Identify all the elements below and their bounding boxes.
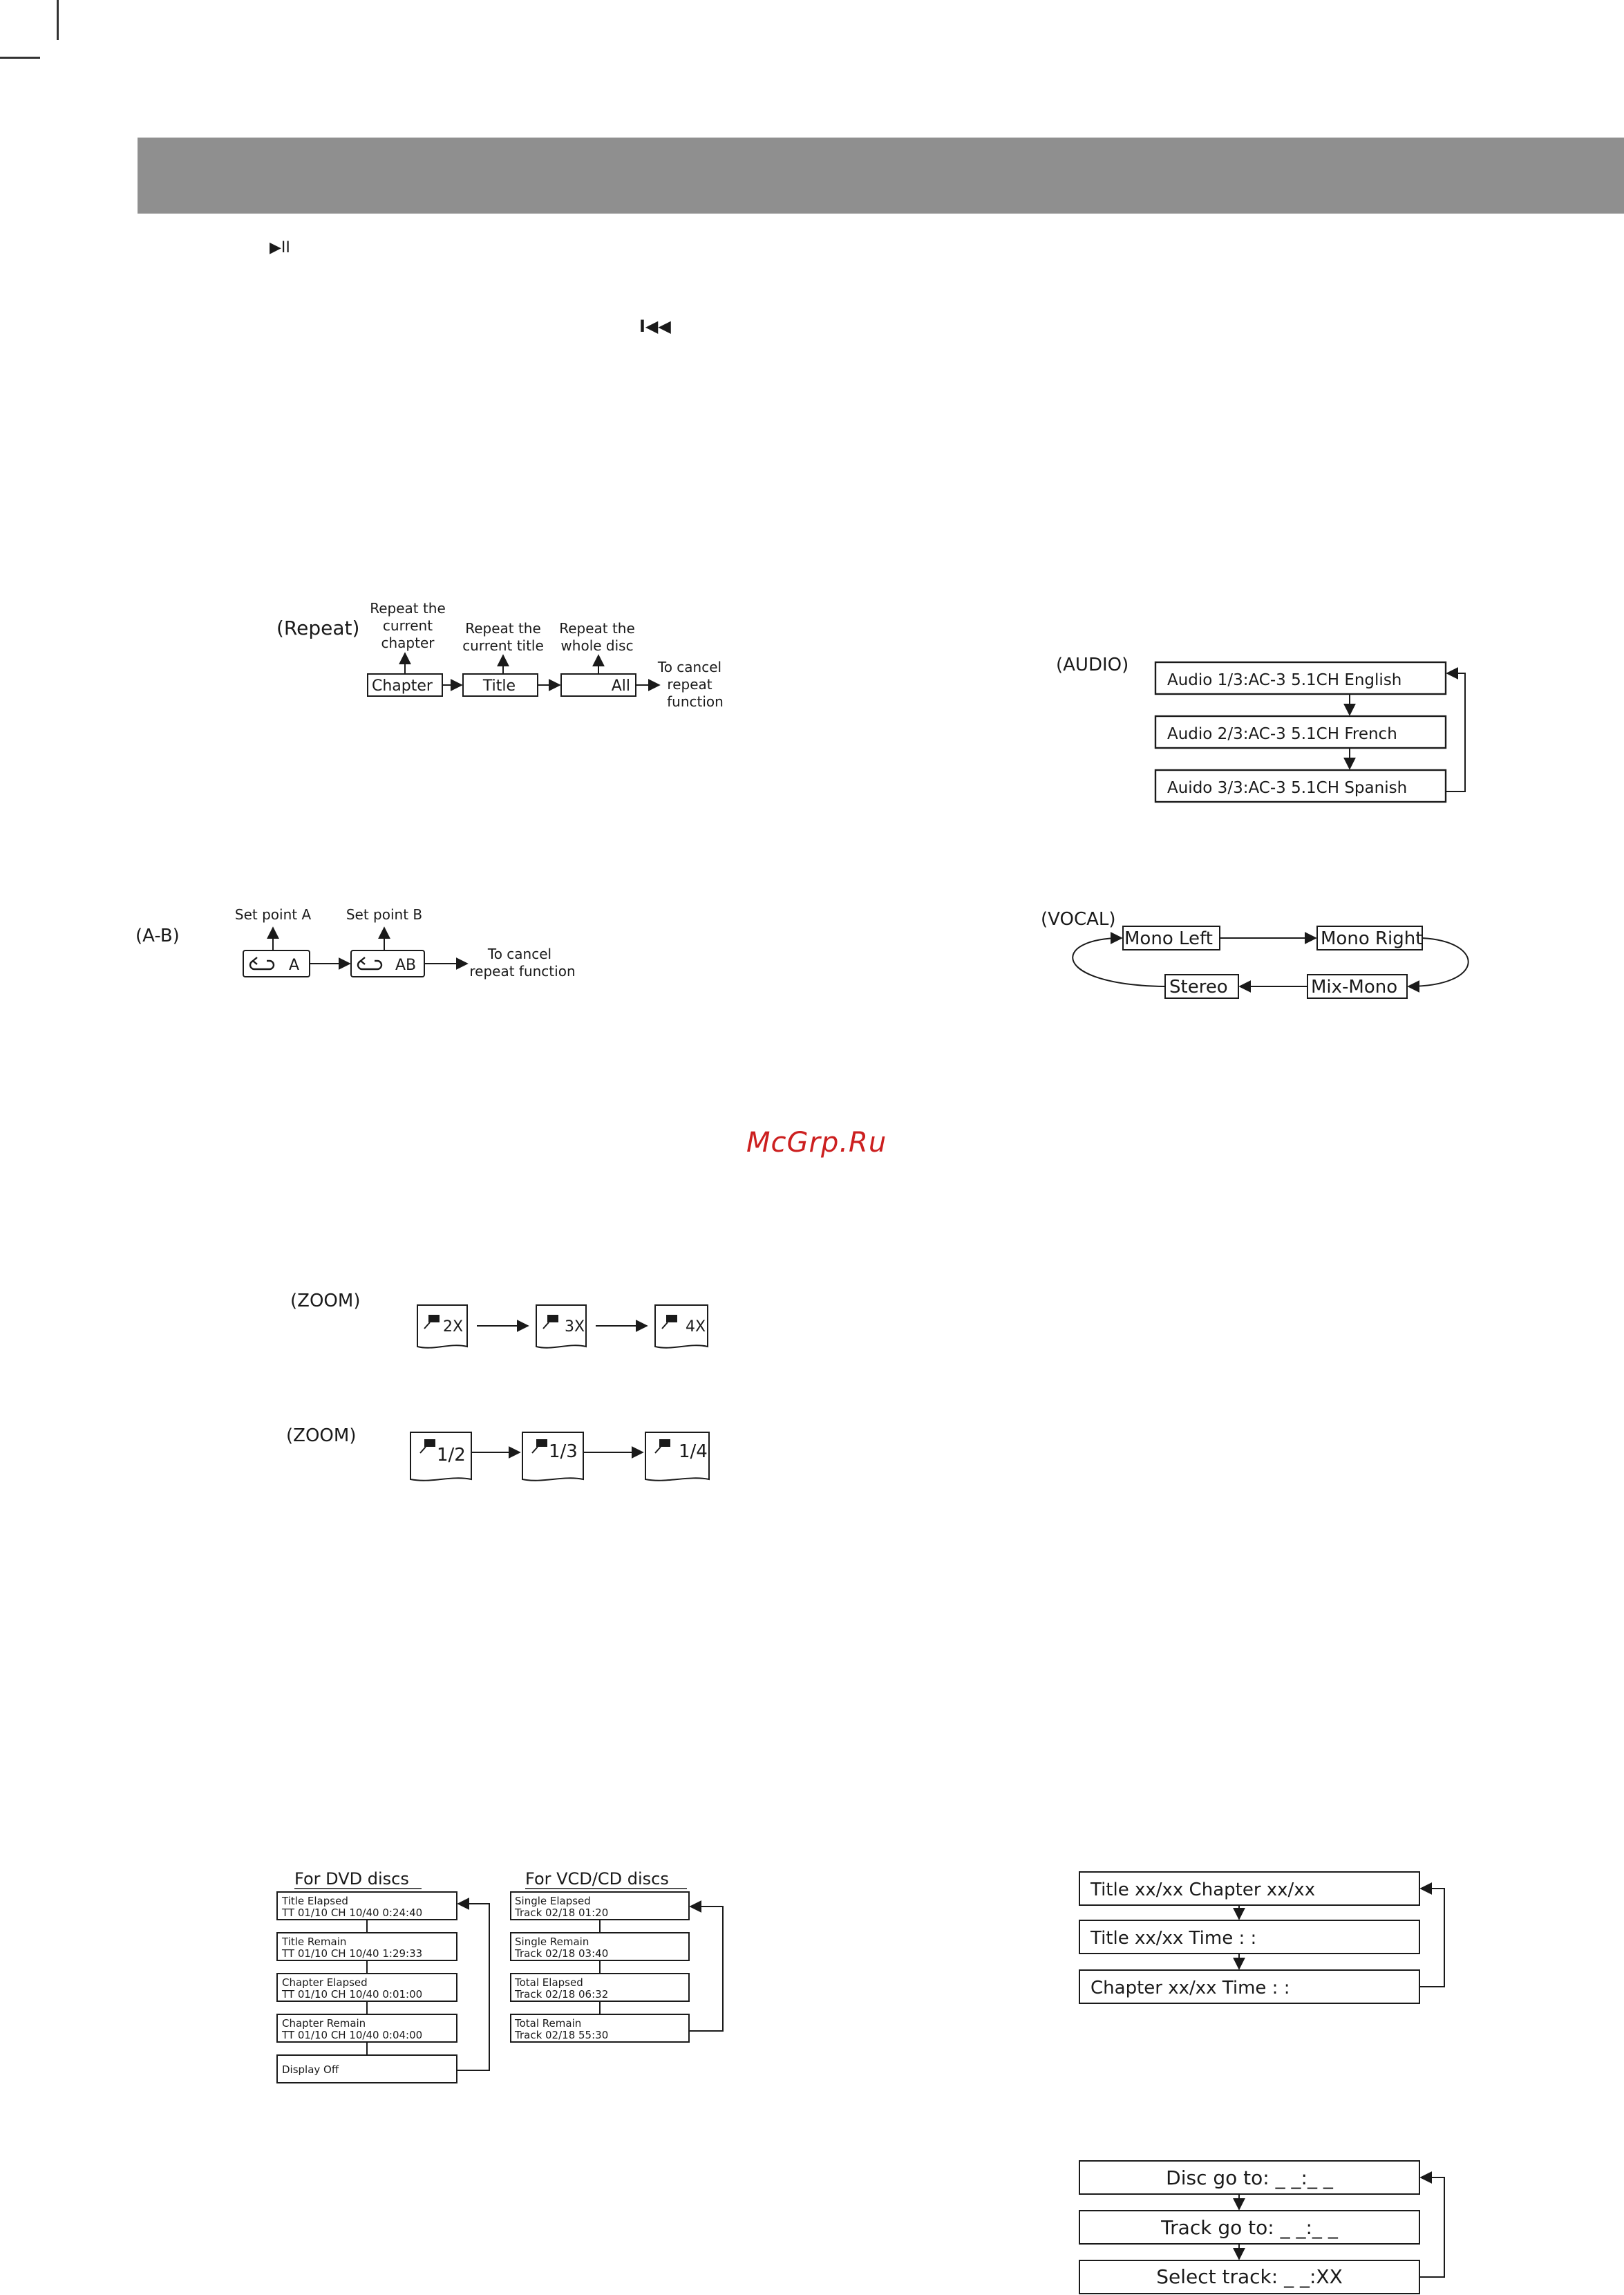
search-item: Title xx/xx Chapter xx/xx <box>1090 1880 1316 1900</box>
dvd-display-diagram <box>277 1869 489 2083</box>
goto-item: Track go to: _ _:_ _ <box>1161 2216 1338 2239</box>
zoom-out-diagram <box>286 1425 709 1481</box>
set-point-a-label: Set point A <box>234 906 312 923</box>
zoom-level: 2X <box>443 1318 464 1336</box>
goto-diagram <box>1079 2161 1444 2294</box>
zoom-level: 1/2 <box>437 1445 466 1465</box>
zoom-in-diagram <box>290 1291 708 1348</box>
ab-cancel-line: repeat function <box>469 963 576 980</box>
zoom-level: 3X <box>565 1318 585 1336</box>
repeat-note-line: Repeat the <box>559 620 635 637</box>
dvd-mode: Chapter Elapsed <box>282 1976 368 1989</box>
dvd-value: TT 01/10 CH 10/40 0:24:40 <box>282 1907 423 1919</box>
repeat-diagram <box>276 600 724 710</box>
audio-item: Audio 2/3:AC-3 5.1CH French <box>1167 725 1397 743</box>
repeat-cancel-line: To cancel <box>657 659 722 675</box>
ab-label: (A-B) <box>135 926 180 946</box>
play-pause-icon: ▶II <box>270 239 290 256</box>
vocal-label: (VOCAL) <box>1041 909 1116 930</box>
dvd-mode: Display Off <box>282 2063 339 2076</box>
vocal-mix-mono: Mix-Mono <box>1311 977 1398 997</box>
repeat-note-line: Repeat the <box>370 600 446 617</box>
repeat-note-line: Repeat the <box>465 620 541 637</box>
zoom-level: 1/4 <box>679 1441 708 1462</box>
dvd-mode: Title Elapsed <box>282 1895 348 1907</box>
vcd-heading: For VCD/CD discs <box>525 1869 669 1889</box>
repeat-cancel-line: function <box>667 693 724 710</box>
search-item: Chapter xx/xx Time : : <box>1090 1978 1290 1998</box>
zoom-level: 1/3 <box>549 1441 578 1462</box>
repeat-all-box: All <box>611 677 630 695</box>
zoom-level: 4X <box>686 1318 706 1336</box>
ab-box-a: A <box>289 957 300 974</box>
dvd-value: TT 01/10 CH 10/40 1:29:33 <box>282 1947 423 1960</box>
ab-cancel-line: To cancel <box>487 946 552 962</box>
repeat-cancel-line: repeat <box>667 676 712 693</box>
goto-item: Select track: _ _:XX <box>1156 2265 1343 2288</box>
vocal-diagram <box>1041 909 1469 998</box>
zoom-label: (ZOOM) <box>286 1425 357 1446</box>
vcd-value: Track 02/18 06:32 <box>515 1988 609 2001</box>
audio-item: Audio 1/3:AC-3 5.1CH English <box>1167 671 1402 689</box>
repeat-note-line: current title <box>462 637 544 654</box>
vcd-mode: Total Remain <box>515 2017 582 2030</box>
repeat-note-line: current <box>382 617 433 634</box>
goto-item: Disc go to: _ _:_ _ <box>1166 2166 1333 2189</box>
dvd-value: TT 01/10 CH 10/40 0:04:00 <box>282 2029 423 2041</box>
set-point-b-label: Set point B <box>346 906 423 923</box>
repeat-note-line: whole disc <box>560 637 634 654</box>
vocal-stereo: Stereo <box>1169 977 1228 997</box>
zoom-label: (ZOOM) <box>290 1291 361 1311</box>
ab-box-ab: AB <box>395 957 417 974</box>
vcd-value: Track 02/18 03:40 <box>515 1947 609 1960</box>
vcd-mode: Single Elapsed <box>515 1895 591 1907</box>
repeat-label: (Repeat) <box>276 617 360 639</box>
skip-previous-icon: I◀◀ <box>639 317 671 336</box>
dvd-heading: For DVD discs <box>294 1869 409 1889</box>
repeat-title-box: Title <box>482 677 516 695</box>
vcd-value: Track 02/18 01:20 <box>515 1907 609 1919</box>
dvd-mode: Title Remain <box>282 1936 347 1948</box>
watermark: McGrp.Ru <box>746 1127 887 1159</box>
vcd-value: Track 02/18 55:30 <box>515 2029 609 2041</box>
vcd-display-diagram <box>511 1869 723 2042</box>
vocal-mono-right: Mono Right <box>1321 928 1423 949</box>
dvd-value: TT 01/10 CH 10/40 0:01:00 <box>282 1988 423 2001</box>
vcd-mode: Single Remain <box>515 1936 589 1948</box>
vcd-mode: Total Elapsed <box>515 1976 583 1989</box>
repeat-note-line: chapter <box>381 635 435 651</box>
repeat-chapter-box: Chapter <box>372 677 433 695</box>
ab-repeat-diagram <box>135 906 576 980</box>
search-diagram <box>1079 1872 1444 2003</box>
search-item: Title xx/xx Time : : <box>1090 1928 1257 1949</box>
vocal-mono-left: Mono Left <box>1124 928 1213 949</box>
audio-diagram <box>1056 655 1465 802</box>
audio-item: Auido 3/3:AC-3 5.1CH Spanish <box>1167 779 1408 797</box>
dvd-mode: Chapter Remain <box>282 2017 366 2030</box>
audio-label: (AUDIO) <box>1056 655 1129 675</box>
